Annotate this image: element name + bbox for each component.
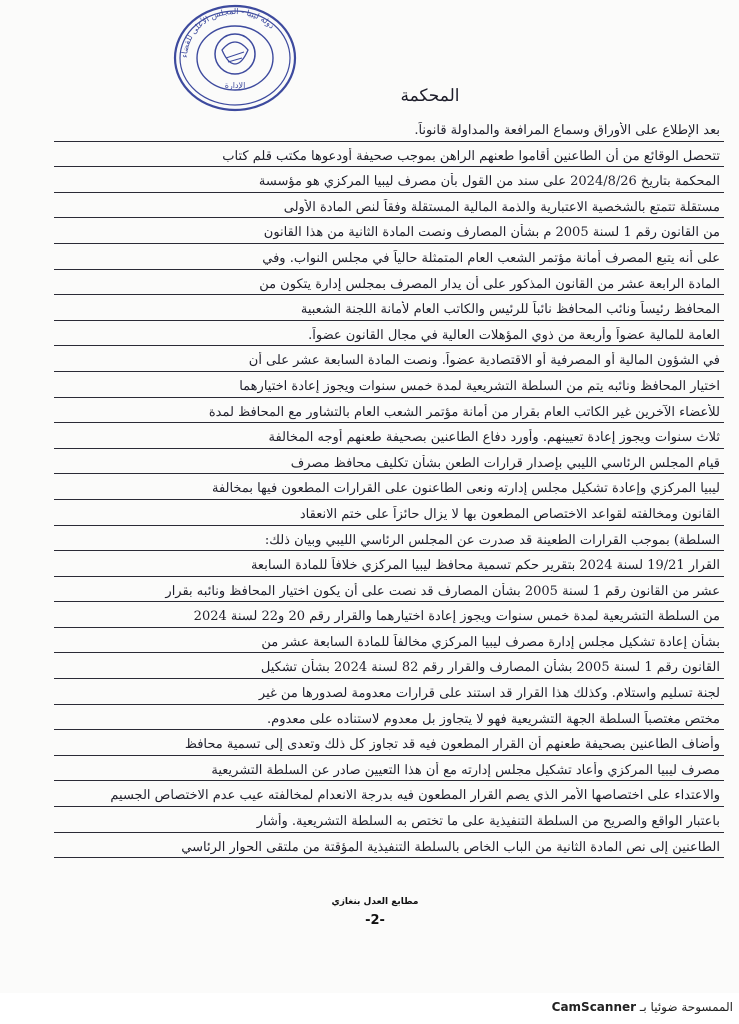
text-line <box>60 758 720 784</box>
scanner-label: الممسوحة ضوئيا بـ <box>639 1000 733 1014</box>
text-line <box>60 451 720 477</box>
text-line <box>60 195 720 221</box>
text-line-content: من السلطة التشريعية لمدة خمس سنوات ويجوز إعادة اختيارهما والقرار رقم 20 و22 لسنة 2024 <box>193 609 720 625</box>
text-line-content: القانون رقم 1 لسنة 2005 بشأن المصارف والقرار رقم 82 لسنة 2024 بشأن تشكيل <box>260 660 720 676</box>
seal-inner-text: الإدارة <box>224 81 246 90</box>
text-line-content: المحافظ رئيساً ونائب المحافظ نائباً للرئيس والكاتب العام لأمانة اللجنة الشعبية <box>300 302 720 318</box>
text-line-content: مختص مغتصباً السلطة الجهة التشريعية فهو لا يتجاوز بل معدوم لاستناده على معدوم. <box>267 711 720 727</box>
text-line <box>60 323 720 349</box>
text-line-content: للأعضاء الآخرين غير الكاتب العام بقرار من أمانة مؤتمر الشعب العام بالتشاور مع المحافظ لمدة <box>208 404 720 420</box>
printer-stamp: مطابع العدل بنغازي <box>331 897 419 907</box>
text-line-content: في الشؤون المالية أو المصرفية أو الاقتصادية عضواً. ونصت المادة السابعة عشر على أن <box>248 353 720 369</box>
text-line <box>60 732 720 758</box>
text-line <box>60 400 720 426</box>
scanner-watermark <box>552 1000 733 1014</box>
page-number: -2- <box>365 913 385 928</box>
text-line-content: المحكمة بتاريخ 2024/8/26 على سند من القول بأن مصرف ليبيا المركزي هو مؤسسة <box>258 174 720 190</box>
text-line <box>60 476 720 502</box>
svg-text:دولة ليبيا - المجلس الأعلى للق <box>180 7 276 58</box>
text-line-content: عشر من القانون رقم 1 لسنة 2005 بشأن المصارف قد نصت على أن يكون اختيار المحافظ ونائبه بقرار <box>165 583 720 599</box>
text-line-content: السلطة) بموجب القرارات الطعينة قد صدرت عن المجلس الرئاسي الليبي وبيان ذلك: <box>264 532 720 548</box>
text-line-content: القرار 19/21 لسنة 2024 بتقرير حكم تسمية محافظ ليبيا المركزي خلافاً للمادة السابعة <box>250 558 720 574</box>
text-line <box>60 425 720 451</box>
text-line <box>60 707 720 733</box>
text-line-content: بشأن إعادة تشكيل مجلس إدارة مصرف ليبيا المركزي مخالفاً للمادة السابعة عشر من <box>261 634 720 650</box>
text-line <box>60 374 720 400</box>
text-line <box>60 348 720 374</box>
text-line <box>60 783 720 809</box>
text-line <box>60 169 720 195</box>
text-line <box>60 272 720 298</box>
text-line <box>60 630 720 656</box>
text-line <box>60 297 720 323</box>
text-line <box>60 144 720 170</box>
text-line-content: تتحصل الوقائع من أن الطاعنين أقاموا طعنهم الراهن بموجب صحيفة أودعوها مكتب قلم كتاب <box>222 148 720 164</box>
text-line-content: بعد الإطلاع على الأوراق وسماع المرافعة والمداولة قانوناً. <box>414 123 720 138</box>
text-line <box>60 604 720 630</box>
text-line-content: مستقلة تتمتع بالشخصية الاعتبارية والذمة المالية المستقلة وفقاً لنص المادة الأولى <box>283 199 720 215</box>
text-line <box>60 220 720 246</box>
handwritten-text-body <box>60 118 720 860</box>
text-line-content: باعتبار الواقع والصريح من السلطة التنفيذية على ما تختص به السلطة التشريعية. وأشار <box>256 814 720 830</box>
text-line-content: والاعتداء على اختصاصها الأمر الذي يصم القرار المطعون فيه بدرجة الانعدام لمخالفته عيب عدم الاختصاص الجسيم <box>110 788 720 804</box>
text-line-content: وأضاف الطاعنين بصحيفة طعنهم أن القرار المطعون فيه قد تجاوز كل ذلك وتعدى إلى تسمية محافظ <box>184 737 720 753</box>
text-line <box>60 502 720 528</box>
official-seal-stamp <box>170 2 300 114</box>
text-line-content: من القانون رقم 1 لسنة 2005 م بشأن المصارف ونصت المادة الثانية من هذا القانون <box>263 225 720 241</box>
text-line <box>60 835 720 861</box>
text-line-content: الطاعنين إلى نص المادة الثانية من الباب الخاص بالسلطة التنفيذية المؤقتة من ملتقى الحوار الرئاسي <box>181 839 720 855</box>
text-line-content: القانون ومخالفته لقواعد الاختصاص المطعون بها لا يزال حائزاً على ختم الانعقاد <box>299 506 720 522</box>
text-line <box>60 655 720 681</box>
text-line-content: ليبيا المركزي وإعادة تشكيل مجلس إدارته ونعى الطاعنون على القرارات المطعون فيها بمخالفة <box>211 481 720 497</box>
text-line-content: ثلاث سنوات ويجوز إعادة تعيينهم. وأورد دفاع الطاعنين بصحيفة طعنهم أوجه المخالفة <box>268 430 720 446</box>
text-line <box>60 118 720 144</box>
text-line-content: العامة للمالية عضواً وأربعة من ذوي المؤهلات العالية في مجال القانون عضواً. <box>308 327 720 343</box>
document-heading: المحكمة <box>400 86 460 106</box>
text-line-content: اختيار المحافظ ونائبه يتم من السلطة التشريعية لمدة خمس سنوات ويجوز إعادة اختيارهما <box>239 378 720 394</box>
text-line-content: لجنة تسليم واستلام. وكذلك هذا القرار قد استند على قرارات معدومة لصدورها من غير <box>258 686 720 702</box>
text-line-content: قيام المجلس الرئاسي الليبي بإصدار قرارات الطعن بشأن تكليف محافظ مصرف <box>290 455 720 471</box>
text-line <box>60 809 720 835</box>
text-line-content: المادة الرابعة عشر من القانون المذكور على أن يدار المصرف بمجلس إدارة يتكون من <box>259 276 720 292</box>
seal-ring-text: دولة ليبيا - المجلس الأعلى للقضاء <box>179 6 277 59</box>
text-line <box>60 246 720 272</box>
text-line <box>60 681 720 707</box>
text-line <box>60 553 720 579</box>
text-line-content: على أنه يتبع المصرف أمانة مؤتمر الشعب العام المتمثلة حالياً في مجلس النواب. وفي <box>262 250 720 266</box>
scanner-brand: CamScanner <box>551 1000 637 1014</box>
text-line <box>60 528 720 554</box>
text-line-content: مصرف ليبيا المركزي وأعاد تشكيل مجلس إدارته مع أن هذا التعيين صادر عن السلطة التشريعية <box>211 762 720 778</box>
text-line <box>60 579 720 605</box>
